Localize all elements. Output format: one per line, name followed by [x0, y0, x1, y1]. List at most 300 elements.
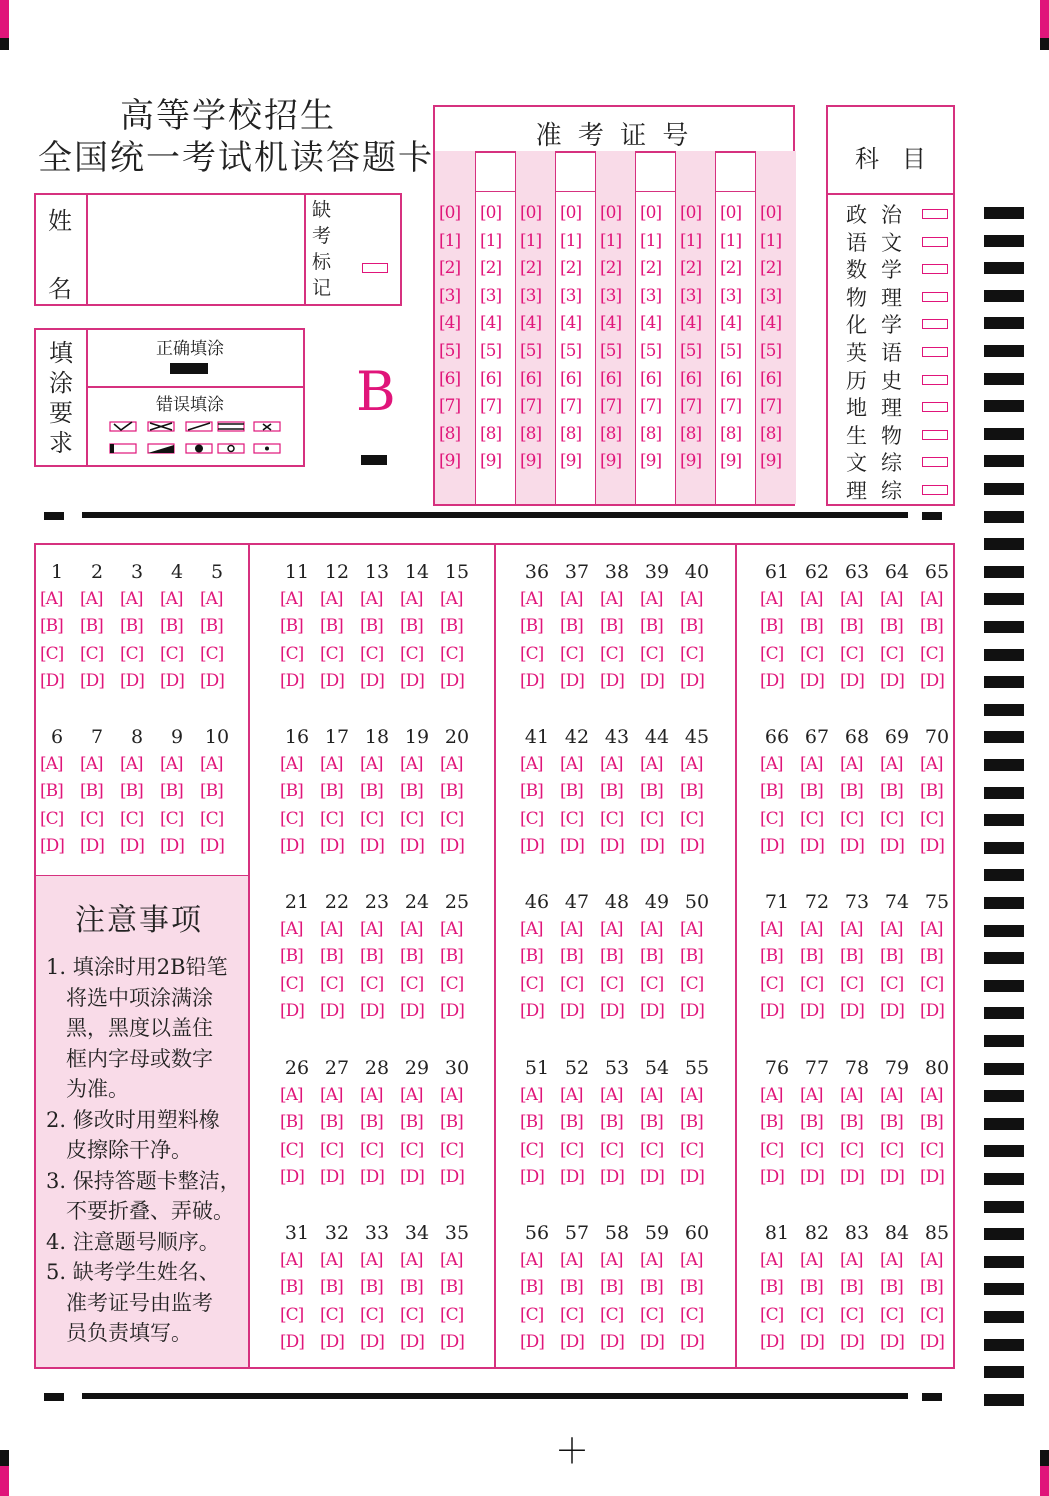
answer-bubble[interactable]: [D] — [680, 1331, 704, 1352]
answer-bubble[interactable]: [B] — [880, 781, 903, 802]
answer-bubble[interactable]: [D] — [880, 1166, 904, 1187]
answer-bubble[interactable]: [D] — [560, 1331, 584, 1352]
answer-bubble[interactable]: [C] — [280, 808, 304, 829]
answer-bubble[interactable]: [A] — [600, 754, 623, 774]
answer-bubble[interactable]: [B] — [520, 1112, 543, 1133]
answer-bubble[interactable]: [B] — [320, 1277, 343, 1298]
exam-id-digit-bubble[interactable]: [4] — [640, 313, 662, 334]
answer-bubble[interactable]: [A] — [40, 589, 63, 609]
answer-bubble[interactable]: [A] — [920, 1250, 943, 1270]
answer-bubble[interactable]: [B] — [360, 616, 383, 637]
answer-bubble[interactable]: [D] — [640, 835, 664, 856]
exam-id-digit-bubble[interactable]: [9] — [640, 451, 662, 472]
exam-id-digit-bubble[interactable]: [7] — [680, 396, 702, 417]
exam-id-digit-bubble[interactable]: [3] — [600, 285, 622, 306]
answer-bubble[interactable]: [A] — [200, 589, 223, 609]
exam-id-digit-bubble[interactable]: [9] — [720, 451, 742, 472]
exam-id-digit-bubble[interactable]: [7] — [640, 396, 662, 417]
exam-id-digit-bubble[interactable]: [6] — [720, 368, 742, 389]
answer-bubble[interactable]: [D] — [800, 835, 824, 856]
exam-id-digit-bubble[interactable]: [7] — [720, 396, 742, 417]
answer-bubble[interactable]: [C] — [680, 1304, 704, 1325]
answer-bubble[interactable]: [C] — [880, 973, 904, 994]
answer-bubble[interactable]: [D] — [760, 835, 784, 856]
answer-bubble[interactable]: [B] — [440, 1277, 463, 1298]
answer-bubble[interactable]: [A] — [200, 754, 223, 774]
answer-bubble[interactable]: [C] — [760, 1304, 784, 1325]
answer-bubble[interactable]: [D] — [320, 1000, 344, 1021]
answer-bubble[interactable]: [B] — [920, 1277, 943, 1298]
answer-bubble[interactable]: [A] — [680, 589, 703, 609]
answer-bubble[interactable]: [D] — [360, 1000, 384, 1021]
answer-bubble[interactable]: [B] — [440, 1112, 463, 1133]
answer-bubble[interactable]: [B] — [760, 616, 783, 637]
answer-bubble[interactable]: [D] — [520, 1166, 544, 1187]
answer-bubble[interactable]: [D] — [360, 1166, 384, 1187]
answer-bubble[interactable]: [B] — [680, 616, 703, 637]
answer-bubble[interactable]: [D] — [440, 1000, 464, 1021]
answer-bubble[interactable]: [A] — [520, 754, 543, 774]
exam-id-digit-bubble[interactable]: [5] — [520, 341, 542, 361]
answer-bubble[interactable]: [A] — [800, 754, 823, 774]
answer-bubble[interactable]: [C] — [920, 973, 944, 994]
answer-bubble[interactable]: [D] — [840, 670, 864, 691]
answer-bubble[interactable]: [D] — [400, 1000, 424, 1021]
answer-bubble[interactable]: [C] — [640, 1139, 664, 1160]
exam-id-digit-bubble[interactable]: [5] — [760, 341, 782, 361]
exam-id-digit-bubble[interactable]: [1] — [560, 230, 582, 251]
exam-id-digit-bubble[interactable]: [2] — [640, 258, 662, 279]
answer-bubble[interactable]: [A] — [680, 1085, 703, 1105]
answer-bubble[interactable]: [C] — [760, 1139, 784, 1160]
exam-id-digit-bubble[interactable]: [3] — [640, 285, 662, 306]
answer-bubble[interactable]: [D] — [920, 835, 944, 856]
answer-bubble[interactable]: [A] — [280, 919, 303, 939]
answer-bubble[interactable]: [D] — [800, 1166, 824, 1187]
answer-bubble[interactable]: [A] — [160, 754, 183, 774]
exam-id-digit-bubble[interactable]: [1] — [520, 230, 542, 251]
exam-id-digit-bubble[interactable]: [6] — [600, 368, 622, 389]
answer-bubble[interactable]: [A] — [840, 1250, 863, 1270]
answer-bubble[interactable]: [C] — [360, 1139, 384, 1160]
answer-bubble[interactable]: [A] — [320, 1085, 343, 1105]
answer-bubble[interactable]: [A] — [400, 1085, 423, 1105]
answer-bubble[interactable]: [B] — [560, 616, 583, 637]
answer-bubble[interactable]: [B] — [680, 781, 703, 802]
answer-bubble[interactable]: [D] — [120, 835, 144, 856]
answer-bubble[interactable]: [C] — [80, 808, 104, 829]
answer-bubble[interactable]: [B] — [400, 616, 423, 637]
answer-bubble[interactable]: [A] — [800, 919, 823, 939]
exam-id-digit-bubble[interactable]: [9] — [680, 451, 702, 472]
answer-bubble[interactable]: [D] — [320, 1331, 344, 1352]
answer-bubble[interactable]: [D] — [400, 835, 424, 856]
answer-bubble[interactable]: [B] — [840, 616, 863, 637]
answer-bubble[interactable]: [A] — [680, 754, 703, 774]
answer-bubble[interactable]: [B] — [560, 1277, 583, 1298]
answer-bubble[interactable]: [A] — [560, 589, 583, 609]
answer-bubble[interactable]: [D] — [280, 1000, 304, 1021]
answer-bubble[interactable]: [D] — [360, 835, 384, 856]
answer-bubble[interactable]: [B] — [840, 1277, 863, 1298]
exam-id-digit-bubble[interactable]: [4] — [480, 313, 502, 334]
answer-bubble[interactable]: [B] — [600, 1112, 623, 1133]
answer-bubble[interactable]: [B] — [760, 1277, 783, 1298]
answer-bubble[interactable]: [A] — [840, 1085, 863, 1105]
answer-bubble[interactable]: [B] — [560, 781, 583, 802]
answer-bubble[interactable]: [B] — [80, 781, 103, 802]
answer-bubble[interactable]: [A] — [120, 754, 143, 774]
answer-bubble[interactable]: [B] — [800, 1277, 823, 1298]
answer-bubble[interactable]: [B] — [680, 946, 703, 967]
exam-id-digit-bubble[interactable]: [5] — [600, 341, 622, 361]
answer-bubble[interactable]: [D] — [400, 670, 424, 691]
answer-bubble[interactable]: [C] — [120, 808, 144, 829]
answer-bubble[interactable]: [C] — [560, 643, 584, 664]
answer-bubble[interactable]: [A] — [520, 589, 543, 609]
answer-bubble[interactable]: [C] — [800, 973, 824, 994]
answer-bubble[interactable]: [A] — [880, 919, 903, 939]
answer-bubble[interactable]: [A] — [840, 754, 863, 774]
answer-bubble[interactable]: [D] — [920, 670, 944, 691]
answer-bubble[interactable]: [C] — [760, 643, 784, 664]
answer-bubble[interactable]: [B] — [920, 781, 943, 802]
answer-bubble[interactable]: [B] — [400, 781, 423, 802]
answer-bubble[interactable]: [A] — [360, 1085, 383, 1105]
answer-bubble[interactable]: [D] — [160, 835, 184, 856]
answer-bubble[interactable]: [B] — [880, 1277, 903, 1298]
answer-bubble[interactable]: [B] — [640, 946, 663, 967]
answer-bubble[interactable]: [B] — [880, 1112, 903, 1133]
answer-bubble[interactable]: [B] — [360, 946, 383, 967]
answer-bubble[interactable]: [A] — [760, 589, 783, 609]
answer-bubble[interactable]: [B] — [800, 616, 823, 637]
exam-id-digit-bubble[interactable]: [7] — [760, 396, 782, 417]
exam-id-digit-bubble[interactable]: [0] — [720, 203, 742, 223]
exam-id-digit-bubble[interactable]: [8] — [439, 423, 461, 444]
answer-bubble[interactable]: [B] — [680, 1112, 703, 1133]
answer-bubble[interactable]: [A] — [400, 1250, 423, 1270]
exam-id-digit-bubble[interactable]: [6] — [760, 368, 782, 389]
answer-bubble[interactable]: [A] — [920, 589, 943, 609]
answer-bubble[interactable]: [C] — [640, 1304, 664, 1325]
answer-bubble[interactable]: [B] — [640, 781, 663, 802]
answer-bubble[interactable]: [D] — [200, 670, 224, 691]
answer-bubble[interactable]: [C] — [400, 643, 424, 664]
answer-bubble[interactable]: [C] — [680, 808, 704, 829]
answer-bubble[interactable]: [D] — [800, 1000, 824, 1021]
answer-bubble[interactable]: [A] — [40, 754, 63, 774]
answer-bubble[interactable]: [A] — [680, 1250, 703, 1270]
answer-bubble[interactable]: [C] — [840, 1304, 864, 1325]
answer-bubble[interactable]: [C] — [600, 643, 624, 664]
answer-bubble[interactable]: [B] — [200, 616, 223, 637]
answer-bubble[interactable]: [D] — [200, 835, 224, 856]
answer-bubble[interactable]: [D] — [920, 1331, 944, 1352]
exam-id-digit-bubble[interactable]: [1] — [480, 230, 502, 251]
answer-bubble[interactable]: [C] — [440, 808, 464, 829]
answer-bubble[interactable]: [A] — [600, 919, 623, 939]
answer-bubble[interactable]: [B] — [400, 1112, 423, 1133]
answer-bubble[interactable]: [D] — [520, 1331, 544, 1352]
answer-bubble[interactable]: [A] — [600, 1250, 623, 1270]
answer-bubble[interactable]: [C] — [520, 1304, 544, 1325]
answer-bubble[interactable]: [A] — [880, 589, 903, 609]
exam-id-digit-bubble[interactable]: [4] — [520, 313, 542, 334]
answer-bubble[interactable]: [C] — [840, 643, 864, 664]
answer-bubble[interactable]: [B] — [320, 781, 343, 802]
answer-bubble[interactable]: [D] — [560, 835, 584, 856]
answer-bubble[interactable]: [B] — [800, 1112, 823, 1133]
exam-id-digit-bubble[interactable]: [9] — [760, 451, 782, 472]
answer-bubble[interactable]: [A] — [680, 919, 703, 939]
subject-bubble[interactable] — [922, 237, 948, 247]
answer-bubble[interactable]: [D] — [680, 670, 704, 691]
answer-bubble[interactable]: [B] — [120, 781, 143, 802]
answer-bubble[interactable]: [A] — [440, 1085, 463, 1105]
answer-bubble[interactable]: [D] — [440, 1166, 464, 1187]
answer-bubble[interactable]: [D] — [400, 1331, 424, 1352]
answer-bubble[interactable]: [A] — [840, 919, 863, 939]
answer-bubble[interactable]: [C] — [640, 643, 664, 664]
exam-id-digit-bubble[interactable]: [0] — [560, 203, 582, 223]
answer-bubble[interactable]: [C] — [560, 808, 584, 829]
answer-bubble[interactable]: [D] — [920, 1000, 944, 1021]
answer-bubble[interactable]: [C] — [160, 643, 184, 664]
answer-bubble[interactable]: [C] — [320, 1304, 344, 1325]
answer-bubble[interactable]: [B] — [120, 616, 143, 637]
exam-id-digit-bubble[interactable]: [3] — [520, 285, 542, 306]
answer-bubble[interactable]: [D] — [640, 1000, 664, 1021]
exam-id-digit-bubble[interactable]: [6] — [680, 368, 702, 389]
answer-bubble[interactable]: [B] — [400, 946, 423, 967]
answer-bubble[interactable]: [A] — [280, 754, 303, 774]
exam-id-digit-bubble[interactable]: [6] — [439, 368, 461, 389]
answer-bubble[interactable]: [C] — [440, 1304, 464, 1325]
exam-id-digit-bubble[interactable]: [4] — [600, 313, 622, 334]
answer-bubble[interactable]: [D] — [760, 1331, 784, 1352]
answer-bubble[interactable]: [A] — [440, 754, 463, 774]
answer-bubble[interactable]: [C] — [920, 643, 944, 664]
answer-bubble[interactable]: [D] — [440, 1331, 464, 1352]
answer-bubble[interactable]: [C] — [360, 1304, 384, 1325]
exam-id-digit-bubble[interactable]: [5] — [439, 341, 461, 361]
answer-bubble[interactable]: [B] — [280, 616, 303, 637]
answer-bubble[interactable]: [A] — [160, 589, 183, 609]
answer-bubble[interactable]: [A] — [520, 1250, 543, 1270]
exam-id-digit-bubble[interactable]: [7] — [480, 396, 502, 417]
answer-bubble[interactable]: [D] — [40, 835, 64, 856]
answer-bubble[interactable]: [B] — [840, 1112, 863, 1133]
answer-bubble[interactable]: [A] — [280, 1250, 303, 1270]
answer-bubble[interactable]: [A] — [640, 754, 663, 774]
answer-bubble[interactable]: [C] — [560, 973, 584, 994]
answer-bubble[interactable]: [B] — [520, 946, 543, 967]
answer-bubble[interactable]: [A] — [600, 1085, 623, 1105]
answer-bubble[interactable]: [B] — [280, 781, 303, 802]
answer-bubble[interactable]: [B] — [760, 946, 783, 967]
answer-bubble[interactable]: [D] — [600, 1331, 624, 1352]
answer-bubble[interactable]: [C] — [40, 643, 64, 664]
answer-bubble[interactable]: [C] — [400, 1304, 424, 1325]
answer-bubble[interactable]: [B] — [880, 616, 903, 637]
exam-id-digit-bubble[interactable]: [8] — [480, 423, 502, 444]
subject-bubble[interactable] — [922, 485, 948, 495]
answer-bubble[interactable]: [B] — [40, 781, 63, 802]
exam-id-digit-bubble[interactable]: [7] — [520, 396, 542, 417]
exam-id-digit-bubble[interactable]: [8] — [760, 423, 782, 444]
exam-id-digit-bubble[interactable]: [6] — [480, 368, 502, 389]
answer-bubble[interactable]: [C] — [200, 643, 224, 664]
exam-id-digit-bubble[interactable]: [5] — [560, 341, 582, 361]
answer-bubble[interactable]: [B] — [920, 946, 943, 967]
answer-bubble[interactable]: [B] — [560, 1112, 583, 1133]
exam-id-digit-bubble[interactable]: [2] — [680, 258, 702, 279]
answer-bubble[interactable]: [C] — [640, 973, 664, 994]
answer-bubble[interactable]: [D] — [880, 670, 904, 691]
subject-bubble[interactable] — [922, 292, 948, 302]
answer-bubble[interactable]: [B] — [280, 1277, 303, 1298]
answer-bubble[interactable]: [D] — [360, 1331, 384, 1352]
answer-bubble[interactable]: [C] — [200, 808, 224, 829]
answer-bubble[interactable]: [C] — [880, 1304, 904, 1325]
answer-bubble[interactable]: [B] — [800, 946, 823, 967]
subject-bubble[interactable] — [922, 347, 948, 357]
answer-bubble[interactable]: [D] — [800, 1331, 824, 1352]
exam-id-digit-bubble[interactable]: [6] — [640, 368, 662, 389]
answer-bubble[interactable]: [D] — [80, 835, 104, 856]
answer-bubble[interactable]: [B] — [360, 1277, 383, 1298]
exam-id-digit-bubble[interactable]: [4] — [560, 313, 582, 334]
answer-bubble[interactable]: [C] — [880, 1139, 904, 1160]
answer-bubble[interactable]: [D] — [560, 670, 584, 691]
answer-bubble[interactable]: [B] — [680, 1277, 703, 1298]
answer-bubble[interactable]: [C] — [280, 643, 304, 664]
answer-bubble[interactable]: [C] — [320, 808, 344, 829]
answer-bubble[interactable]: [C] — [320, 1139, 344, 1160]
answer-bubble[interactable]: [C] — [880, 643, 904, 664]
exam-id-digit-bubble[interactable]: [1] — [600, 230, 622, 251]
answer-bubble[interactable]: [C] — [600, 808, 624, 829]
answer-bubble[interactable]: [D] — [440, 670, 464, 691]
answer-bubble[interactable]: [C] — [840, 808, 864, 829]
answer-bubble[interactable]: [B] — [640, 616, 663, 637]
exam-id-digit-bubble[interactable]: [4] — [720, 313, 742, 334]
answer-bubble[interactable]: [D] — [440, 835, 464, 856]
answer-bubble[interactable]: [C] — [440, 643, 464, 664]
answer-bubble[interactable]: [C] — [680, 973, 704, 994]
subject-bubble[interactable] — [922, 209, 948, 219]
exam-id-digit-bubble[interactable]: [8] — [680, 423, 702, 444]
answer-bubble[interactable]: [D] — [880, 1000, 904, 1021]
answer-bubble[interactable]: [C] — [280, 973, 304, 994]
exam-id-digit-bubble[interactable]: [1] — [760, 230, 782, 251]
answer-bubble[interactable]: [B] — [360, 1112, 383, 1133]
exam-id-digit-bubble[interactable]: [8] — [560, 423, 582, 444]
answer-bubble[interactable]: [C] — [360, 808, 384, 829]
answer-bubble[interactable]: [B] — [640, 1112, 663, 1133]
answer-bubble[interactable]: [D] — [320, 835, 344, 856]
answer-bubble[interactable]: [D] — [800, 670, 824, 691]
exam-id-digit-bubble[interactable]: [0] — [680, 203, 702, 223]
answer-bubble[interactable]: [C] — [840, 973, 864, 994]
answer-bubble[interactable]: [B] — [200, 781, 223, 802]
answer-bubble[interactable]: [A] — [760, 754, 783, 774]
answer-bubble[interactable]: [B] — [440, 616, 463, 637]
answer-bubble[interactable]: [C] — [400, 808, 424, 829]
answer-bubble[interactable]: [A] — [280, 589, 303, 609]
answer-bubble[interactable]: [B] — [880, 946, 903, 967]
exam-id-digit-bubble[interactable]: [5] — [640, 341, 662, 361]
answer-bubble[interactable]: [C] — [80, 643, 104, 664]
answer-bubble[interactable]: [B] — [920, 1112, 943, 1133]
absent-bubble[interactable] — [362, 263, 388, 273]
answer-bubble[interactable]: [C] — [440, 1139, 464, 1160]
exam-id-digit-bubble[interactable]: [9] — [480, 451, 502, 472]
exam-id-digit-bubble[interactable]: [0] — [760, 203, 782, 223]
answer-bubble[interactable]: [A] — [280, 1085, 303, 1105]
subject-bubble[interactable] — [922, 264, 948, 274]
answer-bubble[interactable]: [D] — [840, 1331, 864, 1352]
answer-bubble[interactable]: [A] — [440, 919, 463, 939]
answer-bubble[interactable]: [A] — [560, 754, 583, 774]
subject-bubble[interactable] — [922, 402, 948, 412]
answer-bubble[interactable]: [D] — [880, 1331, 904, 1352]
answer-bubble[interactable]: [D] — [80, 670, 104, 691]
exam-id-digit-bubble[interactable]: [7] — [439, 396, 461, 417]
answer-bubble[interactable]: [A] — [880, 1250, 903, 1270]
answer-bubble[interactable]: [A] — [640, 919, 663, 939]
answer-bubble[interactable]: [B] — [160, 616, 183, 637]
answer-bubble[interactable]: [D] — [920, 1166, 944, 1187]
exam-id-digit-bubble[interactable]: [0] — [439, 203, 461, 223]
answer-bubble[interactable]: [D] — [520, 670, 544, 691]
answer-bubble[interactable]: [D] — [840, 1166, 864, 1187]
answer-bubble[interactable]: [A] — [360, 1250, 383, 1270]
exam-id-digit-bubble[interactable]: [2] — [439, 258, 461, 279]
answer-bubble[interactable]: [C] — [120, 643, 144, 664]
answer-bubble[interactable]: [B] — [600, 616, 623, 637]
answer-bubble[interactable]: [A] — [760, 1085, 783, 1105]
exam-id-digit-bubble[interactable]: [3] — [480, 285, 502, 306]
answer-bubble[interactable]: [A] — [800, 589, 823, 609]
answer-bubble[interactable]: [A] — [400, 754, 423, 774]
answer-bubble[interactable]: [C] — [560, 1139, 584, 1160]
answer-bubble[interactable]: [B] — [600, 781, 623, 802]
answer-bubble[interactable]: [C] — [360, 973, 384, 994]
answer-bubble[interactable]: [A] — [640, 1250, 663, 1270]
answer-bubble[interactable]: [A] — [800, 1250, 823, 1270]
answer-bubble[interactable]: [B] — [600, 1277, 623, 1298]
answer-bubble[interactable]: [A] — [400, 589, 423, 609]
answer-bubble[interactable]: [C] — [320, 973, 344, 994]
answer-bubble[interactable]: [A] — [560, 1085, 583, 1105]
exam-id-digit-bubble[interactable]: [5] — [680, 341, 702, 361]
answer-bubble[interactable]: [B] — [640, 1277, 663, 1298]
answer-bubble[interactable]: [C] — [600, 1139, 624, 1160]
answer-bubble[interactable]: [B] — [360, 781, 383, 802]
exam-id-digit-bubble[interactable]: [2] — [720, 258, 742, 279]
answer-bubble[interactable]: [A] — [920, 919, 943, 939]
answer-bubble[interactable]: [D] — [760, 1000, 784, 1021]
answer-bubble[interactable]: [A] — [520, 919, 543, 939]
answer-bubble[interactable]: [A] — [360, 754, 383, 774]
answer-bubble[interactable]: [D] — [560, 1000, 584, 1021]
answer-bubble[interactable]: [C] — [800, 643, 824, 664]
exam-id-digit-bubble[interactable]: [0] — [520, 203, 542, 223]
answer-bubble[interactable]: [C] — [920, 1139, 944, 1160]
answer-bubble[interactable]: [B] — [840, 946, 863, 967]
